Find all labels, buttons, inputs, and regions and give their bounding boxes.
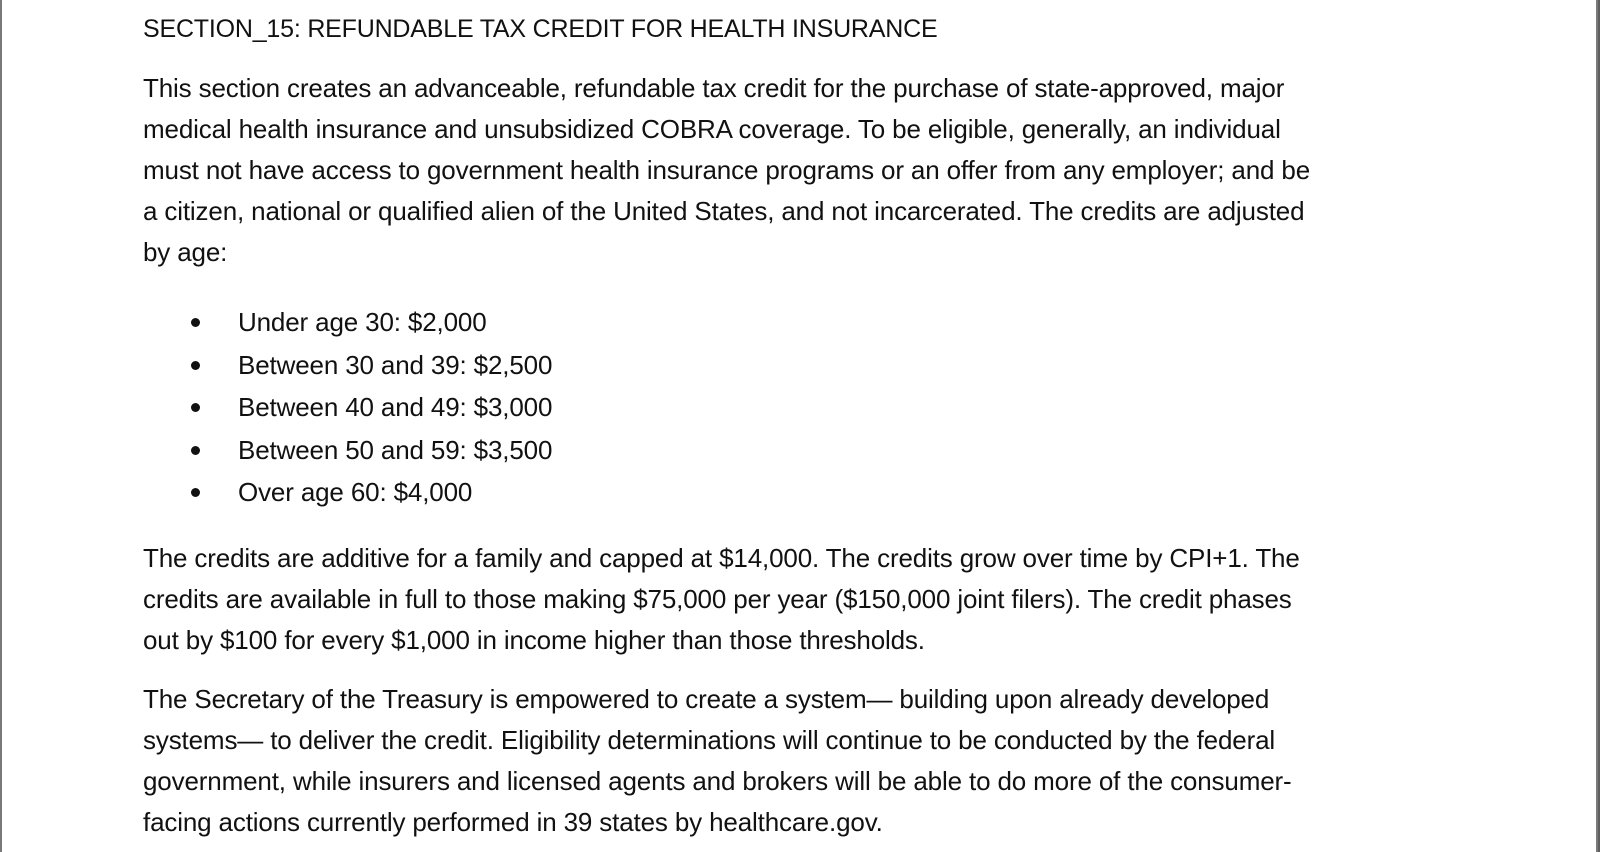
text-line: by age: xyxy=(143,237,228,267)
list-item xyxy=(143,344,1463,387)
age-credit-list xyxy=(143,301,1463,514)
text-line: must not have access to government health insurance programs or an offer from any employer; and be xyxy=(143,155,1311,185)
text-line: out by $100 for every $1,000 in income higher than those thresholds. xyxy=(143,624,925,655)
text-line: credits are available in full to those making $75,000 per year ($150,000 joint filers). The credit phases xyxy=(143,583,1292,614)
text-line: facing actions currently performed in 39 states by healthcare.gov. xyxy=(143,806,883,837)
text-line: systems— to deliver the credit. Eligibility determinations will continue to be conducted by the federal xyxy=(143,724,1276,755)
list-item xyxy=(143,429,1463,472)
text-line: This section creates an advanceable, refundable tax credit for the purchase of state-approved, major xyxy=(143,73,1285,103)
list-item-text: Between 50 and 59: $3,500 xyxy=(238,434,553,465)
text-line: government, while insurers and licensed agents and brokers will be able to do more of the consumer- xyxy=(143,765,1292,796)
text-line: The credits are additive for a family and capped at $14,000. The credits grow over time by CPI+1. The xyxy=(143,542,1300,573)
list-item xyxy=(143,301,1463,344)
list-item-text: Between 40 and 49: $3,000 xyxy=(238,392,553,422)
treasury-paragraph xyxy=(143,679,1463,843)
bullet-icon xyxy=(191,361,200,370)
credits-paragraph xyxy=(143,538,1463,661)
bullet-icon xyxy=(191,403,200,412)
intro-paragraph xyxy=(143,68,1463,273)
text-line: The Secretary of the Treasury is empowered to create a system— building upon already developed xyxy=(143,683,1270,714)
text-line: medical health insurance and unsubsidized COBRA coverage. To be eligible, generally, an individual xyxy=(143,114,1281,144)
list-item-text: Under age 30: $2,000 xyxy=(238,307,487,337)
text-line: a citizen, national or qualified alien of the United States, and not incarcerated. The credits are adjusted xyxy=(143,196,1305,226)
section-heading: SECTION_15: REFUNDABLE TAX CREDIT FOR HEALTH INSURANCE xyxy=(143,15,938,43)
list-item xyxy=(143,386,1463,429)
list-item-text: Between 30 and 39: $2,500 xyxy=(238,349,553,380)
list-item-text: Over age 60: $4,000 xyxy=(238,477,473,507)
bullet-icon xyxy=(191,318,200,327)
bullet-icon xyxy=(191,446,200,455)
list-item xyxy=(143,471,1463,514)
bullet-icon xyxy=(191,488,200,497)
document-content xyxy=(143,0,1463,843)
